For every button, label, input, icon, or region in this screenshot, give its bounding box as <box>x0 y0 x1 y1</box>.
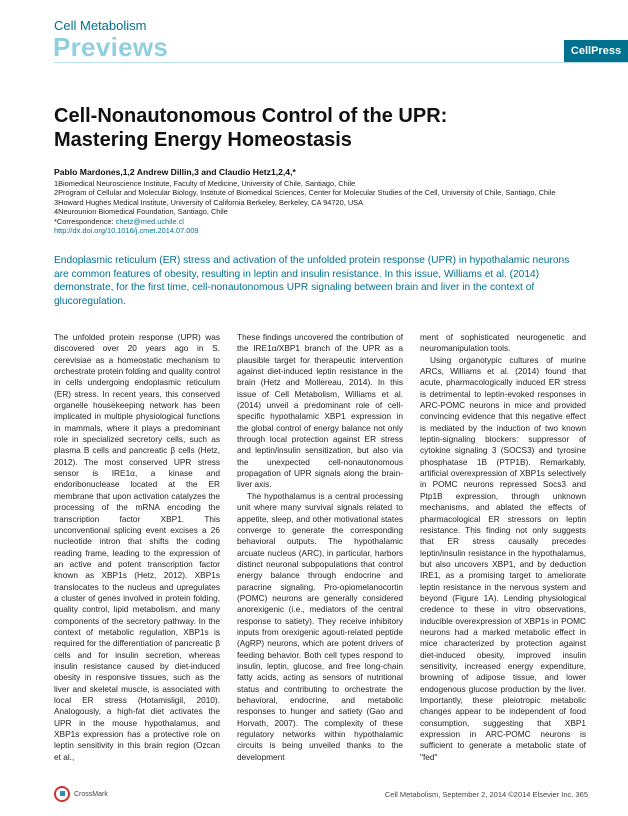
cellpress-logo[interactable]: CellPress <box>564 40 628 62</box>
crossmark-badge[interactable] <box>54 786 108 802</box>
paragraph: The unfolded protein response (UPR) was discovered over 20 years ago in S. cerevisiae as a homeostatic mechanism to orchestrate protein folding and quality control in cells undergoing endoplasmic reticulum (ER) stress. In recent years, this conserved organelle housekeeping network has been implicated in multiple physiological functions in mammals, where it plays a predominant role in specialized secretory cells, such as plasma B cells and pancreatic β cells (Hetz, 2012). The most conserved UPR stress sensor is IRE1α, a kinase and endoribonuclease located at the ER membrane that upon activation catalyzes the processing of the mRNA encoding the transcription factor XBP1. This unconventional splicing event excises a 26 nucleotide intron that shifts the coding reading frame, leading to the expression of an active and potent transcription factor known as XBP1s (Hetz, 2012). XBP1s translocates to the nucleus and upregulates a cluster of genes involved in protein folding, quality control, lipid metabolism, and many components of the secretory pathway. In the context of metabolic regulation, XBP1s is required for the differentiation of pancreatic β cells and for insulin secretion, whereas insulin resistance caused by diet-induced obesity in responsive tissues, such as the liver and skeletal muscle, is associated with local ER stress (Hotamisligil, 2010). Analogously, a high-fat diet activates the UPR in the mouse hypothalamus, and XBP1s expression has a protective role on leptin sensitivity in this brain region (Ozcan et al., <box>54 332 220 762</box>
page-footer <box>54 786 588 808</box>
body-column-2 <box>237 332 403 763</box>
crossmark-label: CrossMark <box>74 790 108 798</box>
correspondence-label: *Correspondence: <box>54 216 116 226</box>
section-title: Previews <box>53 32 169 62</box>
doi-link[interactable]: http://dx.doi.org/10.1016/j.cmet.2014.07.009 <box>54 226 199 236</box>
abstract: Endoplasmic reticulum (ER) stress and activation of the unfolded protein response (UPR) in hypothalamic neurons are common features of obesity, resulting in leptin and insulin resistance. In this issue, Williams et al. (2014) demonstrate, for the first time, cell-nonautonomous UPR signaling between brain and liver in the context of glucoregulation. <box>54 255 570 307</box>
correspondence <box>54 217 584 226</box>
paragraph: ment of sophisticated neurogenetic and neuromanipulation tools. <box>420 332 586 354</box>
affiliation-1: 1Biomedical Neuroscience Institute, Faculty of Medicine, University of Chile, Santiago, Chile <box>54 179 356 188</box>
article-title <box>54 104 574 152</box>
affiliation-4: 4Neurounion Biomedical Foundation, Santiago, Chile <box>54 207 228 217</box>
body-column-1 <box>54 332 220 763</box>
title-line-1: Cell-Nonautonomous Control of the UPR: <box>54 105 448 127</box>
footer-citation: Cell Metabolism, September 2, 2014 ©2014 Elsevier Inc. 365 <box>384 790 588 799</box>
title-line-2: Mastering Energy Homeostasis <box>54 129 352 151</box>
paragraph: The hypothalamus is a central processing unit where many survival signals related to appetite, sleep, and other motivational states converge to generate the corresponding behavioral outputs. The hypothalamic arcuate nucleus (ARC), in particular, harbors distinct neuronal subpopulations that control energy balance through endocrine and paracrine signaling. Pro-opiomelanocortin (POMC) neurons are generally considered anorexigenic (i.e., mediators of the central response to satiety). They receive inhibitory inputs from orexigenic agouti-related peptide (AgRP) neurons, which are potent drivers of feeding behavior. Both cell types respond to insulin, leptin, glucose, and free long-chain fatty acids, acting as sensors of nutritional status and contributing to orchestrate the behavioral, endocrine, and metabolic responses to hunger and satiety (Gao and Horvath, 2007). The complexity of these regulatory networks within hypothalamic circuits is being unveiled thanks to the development <box>237 490 403 762</box>
correspondence-email-link[interactable]: chetz@med.uchile.cl <box>115 216 184 226</box>
affiliation-3: 3Howard Hughes Medical Institute, University of California Berkeley, Berkeley, CA 94720, USA <box>54 197 364 207</box>
body-columns <box>54 332 586 763</box>
affiliation-2: 2Program of Cellular and Molecular Biology, Institute of Biomedical Sciences, Center for Molecular Studies of the Cell, University of Chile, Santiago, Chile <box>54 188 556 198</box>
journal-name: Cell Metabolism <box>54 18 147 33</box>
header-rule <box>54 62 628 63</box>
body-column-3 <box>420 332 586 763</box>
author-list: Pablo Mardones,1,2 Andrew Dillin,3 and Claudio Hetz1,2,4,* <box>54 167 296 177</box>
paragraph: Using organotypic cultures of murine ARCs, Williams et al. (2014) found that acute, pharmacologically induced ER stress is detrimental to leptin-evoked responses in ARC-POMC neurons in mice and provided convincing evidence that this negative effect is mediated by the induction of two known leptin-signaling blockers: suppressor of cytokine signaling 3 (SOCS3) and tyrosine phosphatase 1B (PTP1B). Remarkably, artificial overexpression of XBP1s selectively in POMC neurons repressed Socs3 and Ptp1B expression, through unknown mechanisms, and ablated the effects of pharmacological ER stressors on leptin resistance. This finding not only suggests that ER stress causally precedes leptin/insulin resistance in the hypothalamus, but also uncovers XBP1, and by deduction IRE1, as a promising target to ameliorate leptin resistance in the nervous system and beyond (Figure 1A). Lending physiological credence to these in vitro observations, inducible overexpression of XBP1s in POMC neurons had a marked metabolic effect in mice characterized by protection against diet-induced obesity, improved insulin sensitivity, increased energy expenditure, browning of adipose tissue, and lower endogenous glucose production by the liver. Importantly, these pleiotropic metabolic changes appear to be independent of food consumption, suggesting that XBP1 expression in ARC-POMC neurons is sufficient to generate a metabolic state of "fed" <box>420 354 586 762</box>
crossmark-icon <box>54 786 70 802</box>
affiliations <box>54 179 584 235</box>
paragraph: These findings uncovered the contribution of the IRE1α/XBP1 branch of the UPR as a plausible target for therapeutic intervention against diet-induced leptin resistance in the brain (Hetz and Mollereau, 2014). In this issue of Cell Metabolism, Williams et al. (2014) unveil a predominant role of cell-specific hypothalamic XBP1 expression in the global control of energy balance not only through local protection against ER stress and leptin/insulin sensitization, but also via the unexpected cell-nonautonomous propagation of UPR signals along the brain-liver axis. <box>237 332 403 490</box>
